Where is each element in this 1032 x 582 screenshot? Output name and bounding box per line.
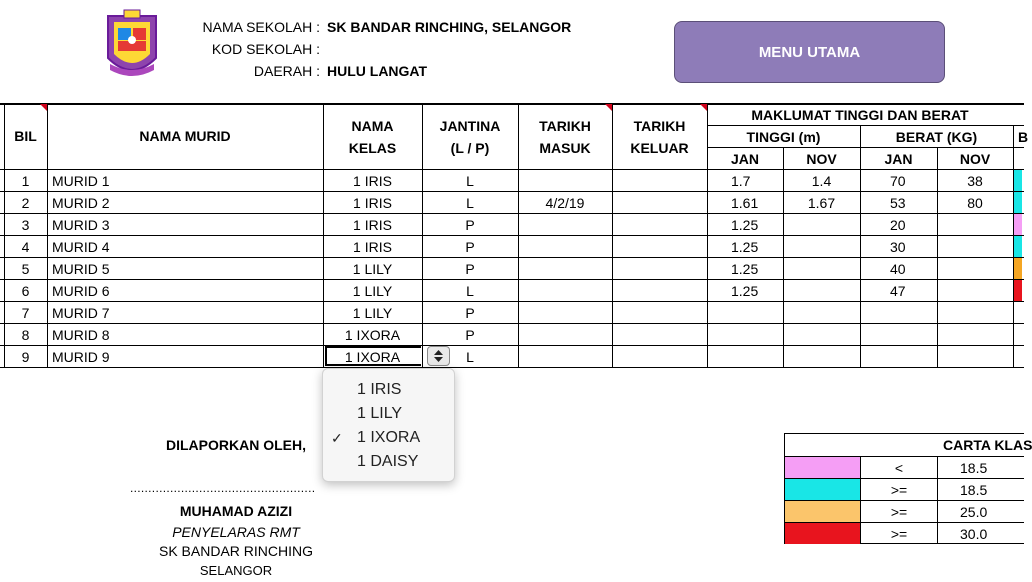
cell-kelas[interactable]: 1 IRIS [353,173,392,189]
cell-masuk[interactable]: 4/2/19 [545,195,585,211]
cell-nama[interactable]: MURID 2 [52,195,110,211]
cell-nama[interactable]: MURID 9 [52,349,110,365]
header-tarikh-masuk-2: MASUK [539,140,591,156]
cell-berat-jan[interactable]: 53 [890,195,906,211]
cell-jantina[interactable]: P [465,305,475,321]
cell-tinggi-jan[interactable]: 1.25 [731,217,759,233]
header-berat-jan: JAN [884,151,913,167]
reporter-school: SK BANDAR RINCHING [158,543,314,559]
cell-jantina[interactable]: L [466,195,474,211]
reporter-role: PENYELARAS RMT [172,524,300,540]
signature-line: ................................................... [130,481,316,495]
header-jantina-2: (L / P) [450,140,490,156]
cell-kelas[interactable]: 1 LILY [352,305,393,321]
legend-operator: < [894,460,904,476]
header-nama-murid: NAMA MURID [139,128,231,144]
cell-bil[interactable]: 6 [21,283,30,299]
cell-kelas[interactable]: 1 LILY [352,261,393,277]
legend-color-swatch [785,523,860,544]
cell-nama[interactable]: MURID 7 [52,305,110,321]
header-bil: BIL [14,128,37,144]
cell-nama[interactable]: MURID 4 [52,239,110,255]
reporter-state: SELANGOR [199,563,273,578]
school-name-value: SK BANDAR RINCHING, SELANGOR [327,19,572,35]
cell-kelas[interactable]: 1 IRIS [353,217,392,233]
legend-value: 30.0 [960,526,988,542]
header-tinggi-jan: JAN [730,151,759,167]
checkmark-icon: ✓ [331,430,343,446]
cell-jantina[interactable]: P [465,217,475,233]
cell-bil[interactable]: 9 [21,349,30,365]
cell-tinggi-jan[interactable]: 1.25 [731,261,759,277]
dropdown-option-daisy[interactable]: 1 DAISY [357,453,419,470]
cell-berat-jan[interactable]: 30 [890,239,906,255]
cell-tinggi-nov[interactable]: 1.67 [807,195,836,211]
cell-tinggi-nov[interactable]: 1.4 [811,173,832,189]
header-tarikh-keluar-1: TARIKH [633,118,686,134]
bmi-color-swatch [1014,258,1022,279]
header-tarikh-keluar-2: KELUAR [630,140,689,156]
legend-title: CARTA KLAS [943,437,1032,453]
header-berat: BERAT (KG) [895,129,978,145]
cell-bil[interactable]: 7 [21,305,30,321]
cell-tinggi-jan[interactable]: 1.61 [731,195,759,211]
dropdown-option-lily[interactable]: 1 LILY [357,405,403,422]
school-code-label: KOD SEKOLAH : [211,41,320,57]
legend-color-swatch [785,501,860,522]
header-nama-kelas-1: NAMA [351,118,394,134]
school-logo [104,8,160,84]
header-maklumat: MAKLUMAT TINGGI DAN BERAT [751,107,969,123]
bmi-color-swatch [1014,214,1022,235]
header-tinggi-nov: NOV [806,151,837,167]
legend-value: 18.5 [960,482,988,498]
cell-bil[interactable]: 2 [21,195,30,211]
header-nama-kelas-2: KELAS [348,140,397,156]
cell-tinggi-jan[interactable]: 1.7 [731,173,751,189]
bmi-color-swatch [1014,280,1022,301]
dropdown-stepper[interactable] [427,346,450,366]
cell-tinggi-jan[interactable]: 1.25 [731,239,759,255]
cell-kelas[interactable]: 1 IXORA [344,327,401,343]
header-tarikh-masuk-1: TARIKH [539,118,591,134]
bmi-color-swatch [1014,192,1022,213]
cell-nama[interactable]: MURID 6 [52,283,110,299]
legend-value: 25.0 [960,504,988,520]
legend-color-swatch [785,479,860,500]
cell-bil[interactable]: 1 [21,173,30,189]
legend-color-swatch [785,457,860,478]
bmi-color-swatch [1014,170,1022,191]
cell-jantina[interactable]: L [466,349,474,365]
cell-tinggi-jan[interactable]: 1.25 [731,283,759,299]
dropdown-option-iris[interactable]: 1 IRIS [357,381,402,398]
cell-bil[interactable]: 4 [21,239,30,255]
cell-nama[interactable]: MURID 3 [52,217,110,233]
selected-cell[interactable] [325,346,421,366]
cell-kelas[interactable]: 1 IRIS [353,239,392,255]
district-value: HULU LANGAT [327,63,428,79]
cell-berat-jan[interactable]: 20 [890,217,906,233]
cell-berat-nov[interactable]: 80 [967,195,983,211]
legend-operator: >= [890,482,908,498]
legend-value: 18.5 [960,460,988,476]
cell-bil[interactable]: 3 [21,217,30,233]
cell-jantina[interactable]: L [466,283,474,299]
cell-bil[interactable]: 5 [21,261,30,277]
cell-jantina[interactable]: P [465,239,475,255]
district-label: DAERAH : [253,63,320,79]
updown-icon [428,347,449,365]
legend-operator: >= [890,504,908,520]
school-name-label: NAMA SEKOLAH : [202,19,320,35]
class-dropdown-menu[interactable] [322,368,455,482]
cell-kelas[interactable]: 1 IXORA [344,349,401,365]
cell-berat-jan[interactable]: 40 [890,261,906,277]
cell-bil[interactable]: 8 [21,327,30,343]
cell-nama[interactable]: MURID 1 [52,173,110,189]
cell-jantina[interactable]: P [465,327,475,343]
cell-berat-nov[interactable]: 38 [967,173,983,189]
cell-berat-jan[interactable]: 70 [890,173,906,189]
cell-nama[interactable]: MURID 8 [52,327,110,343]
header-tinggi: TINGGI (m) [746,129,821,145]
cell-jantina[interactable]: P [465,261,475,277]
reporter-name: MUHAMAD AZIZI [179,503,293,519]
cell-jantina[interactable]: L [466,173,474,189]
header-jantina-1: JANTINA [439,118,501,134]
header-berat-nov: NOV [959,151,991,167]
cell-nama[interactable]: MURID 5 [52,261,110,277]
reported-by-label: DILAPORKAN OLEH, [166,437,306,453]
cell-berat-jan[interactable]: 47 [890,283,906,299]
bmi-color-swatch [1014,236,1022,257]
cell-kelas[interactable]: 1 LILY [352,283,393,299]
menu-utama-button[interactable]: MENU UTAMA [674,21,945,83]
cell-kelas[interactable]: 1 IRIS [353,195,392,211]
dropdown-option-ixora[interactable]: 1 IXORA [357,429,421,446]
legend-operator: >= [890,526,908,542]
header-extra: B [1018,129,1029,145]
